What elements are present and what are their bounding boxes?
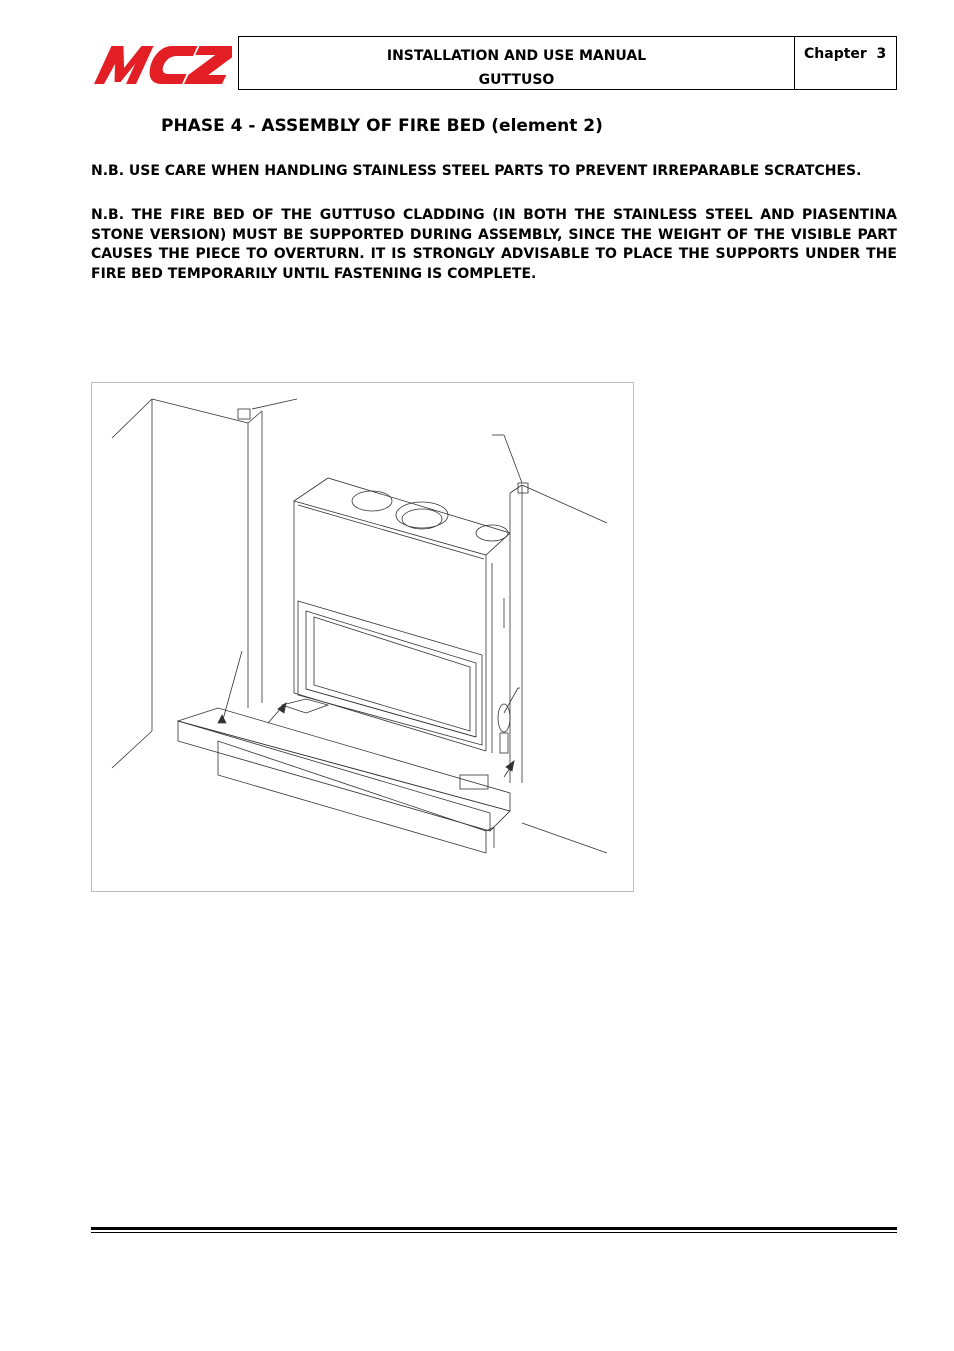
manual-title-line2: GUTTUSO [478, 72, 555, 88]
phase-title: PHASE 4 - ASSEMBLY OF FIRE BED (element 2) [161, 116, 603, 136]
footer-rule-thin [91, 1232, 897, 1233]
chapter-label: Chapter 3 [804, 46, 887, 62]
footer-rule [91, 1227, 897, 1230]
assembly-figure [91, 382, 634, 892]
manual-title-line1: INSTALLATION AND USE MANUAL [386, 48, 647, 64]
manual-title [239, 37, 795, 89]
header-table [238, 36, 897, 90]
note-support: N.B. THE FIRE BED OF THE GUTTUSO CLADDING (IN BOTH THE STAINLESS STEEL AND PIASENTINA STONE VERSION) MUST BE SUPPORTED DURING ASSEMBLY, SINCE THE WEIGHT OF THE VISIBLE PART CAUSES THE PIECE TO OVERTURN. IT IS STRONGLY ADVISABLE TO PLACE THE SUPPORTS UNDER THE FIRE BED TEMPORARILY UNTIL FASTENING IS COMPLETE. [91, 207, 897, 282]
note-handling: N.B. USE CARE WHEN HANDLING STAINLESS STEEL PARTS TO PREVENT IRREPARABLE SCRATCHES. [91, 163, 862, 179]
mcz-logo [90, 44, 232, 86]
